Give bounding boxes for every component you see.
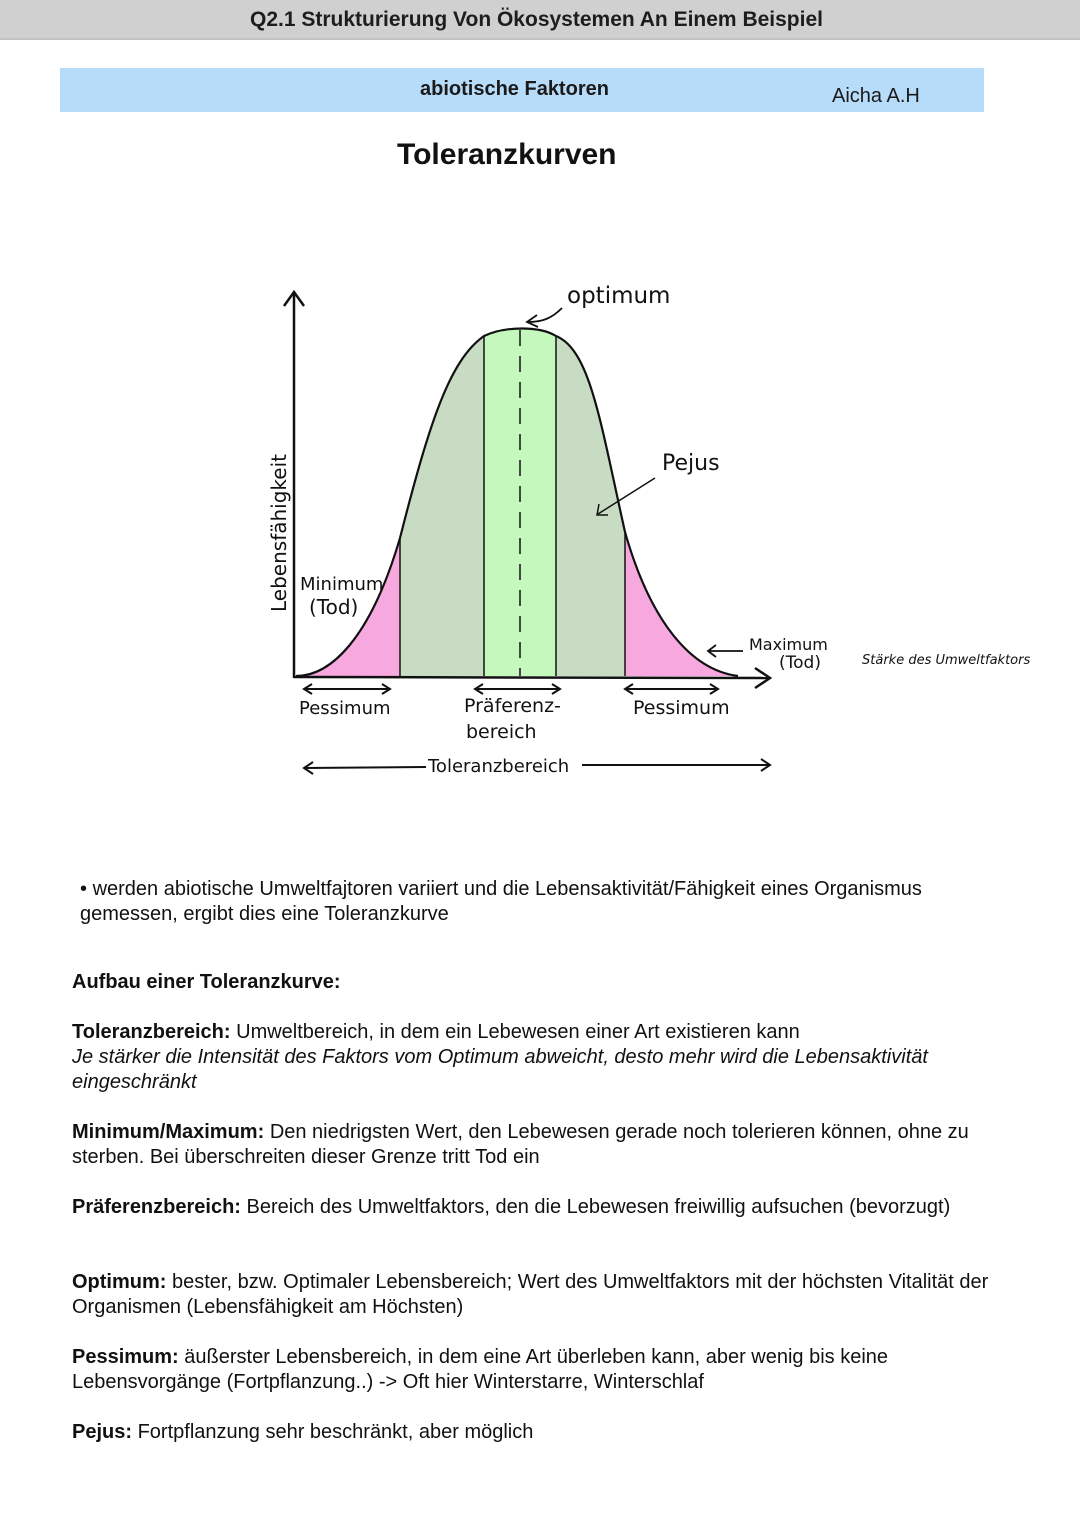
pessimum-left-range-arrow: [304, 684, 390, 694]
definition-text: Den niedrigsten Wert, den Lebewesen gerade noch tolerieren können, ohne zu sterben. Bei überschreiten dieser Grenze tritt Tod ein: [72, 1121, 969, 1168]
definition-term: Optimum:: [72, 1271, 167, 1293]
maximum-label-line2: (Tod): [779, 653, 821, 673]
x-axis: [294, 677, 768, 678]
definition-note: Je stärker die Intensität des Faktors vom Optimum abweicht, desto mehr wird die Lebensaktivität eingeschränkt: [72, 1046, 928, 1093]
definition-term: Minimum/Maximum:: [72, 1121, 265, 1143]
definition-pejus: [72, 1420, 1012, 1445]
definition-term: Pejus:: [72, 1421, 133, 1443]
section-title: Aufbau einer Toleranzkurve:: [72, 971, 341, 993]
minimum-label-line1: Minimum: [300, 574, 384, 595]
y-axis-label: Lebensfähigkeit: [267, 454, 291, 612]
definition-optimum: [72, 1270, 1012, 1320]
definition-minimum-maximum: [72, 1120, 1012, 1170]
preferenz-label-line2: bereich: [466, 721, 537, 743]
intro-text: werden abiotische Umweltfajtoren variiert und die Lebensaktivität/Fähigkeit eines Organismus gemessen, ergibt dies eine Toleranzkurve: [80, 878, 922, 925]
pessimum-right-range-arrow: [625, 684, 718, 694]
bullet-point: •: [80, 878, 88, 900]
x-axis-label: Stärke des Umweltfaktors: [862, 653, 1031, 668]
document-title: Q2.1 Strukturierung Von Ökosystemen An Einem Beispiel: [250, 8, 823, 31]
definition-text: Fortpflanzung sehr beschränkt, aber möglich: [137, 1421, 534, 1443]
toleranz-label: Toleranzbereich: [428, 756, 570, 777]
pessimum-right-area: [625, 532, 738, 676]
intro-paragraph: [80, 877, 980, 927]
definition-term: Präferenzbereich:: [72, 1196, 241, 1218]
definition-text: äußerster Lebensbereich, in dem eine Art überleben kann, aber wenig bis keine Lebensvorgänge (Fortpflanzung..) -> Oft hier Winterstarre, Winterschlaf: [72, 1346, 889, 1393]
definition-pessimum: [72, 1345, 1012, 1395]
definition-praeferenzbereich: [72, 1195, 1012, 1220]
maximum-label-line1: Maximum: [749, 635, 828, 654]
maximum-pointer-arrow: [708, 645, 743, 657]
preferenz-label-line1: Präferenz-: [464, 695, 561, 717]
definition-text: Umweltbereich, in dem ein Lebewesen einer Art existieren kann: [236, 1021, 800, 1043]
pessimum-right-label: Pessimum: [633, 697, 730, 719]
pejus-label: Pejus: [662, 451, 720, 476]
definition-term: Pessimum:: [72, 1346, 179, 1368]
banner-subject: abiotische Faktoren: [420, 78, 609, 100]
definition-toleranzbereich: [72, 1020, 1012, 1095]
definition-text: bester, bzw. Optimaler Lebensbereich; Wert des Umweltfaktors mit der höchsten Vitalität der Organismen (Lebensfähigkeit am Höchsten): [72, 1271, 989, 1318]
minimum-label-line2: (Tod): [309, 595, 359, 619]
definition-term: Toleranzbereich:: [72, 1021, 231, 1043]
pessimum-left-label: Pessimum: [299, 698, 391, 719]
definition-text: Bereich des Umweltfaktors, den die Lebewesen freiwillig aufsuchen (bevorzugt): [246, 1196, 951, 1218]
pejus-left-area: [400, 336, 484, 676]
preferenz-range-arrow: [475, 684, 560, 694]
page-title: Toleranzkurven: [397, 138, 617, 171]
optimum-pointer-arrow: [528, 308, 562, 322]
banner-author: Aicha A.H: [832, 85, 920, 107]
optimum-label: optimum: [567, 283, 671, 309]
